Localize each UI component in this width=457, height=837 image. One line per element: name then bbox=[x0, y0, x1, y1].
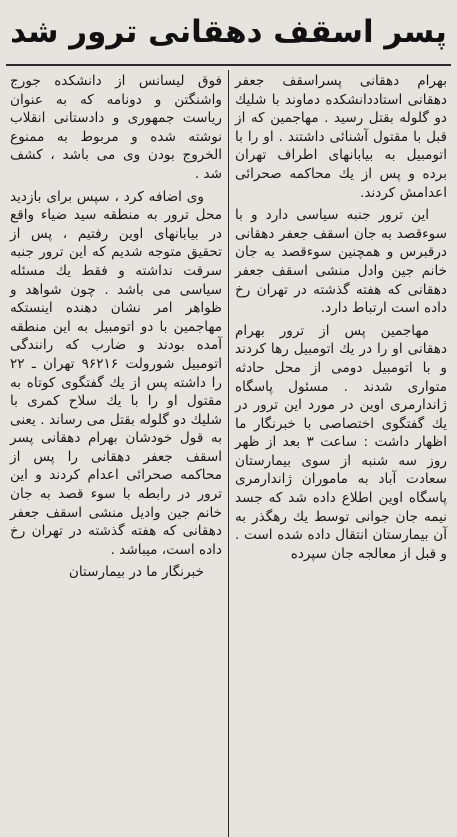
headline: پسر اسقف دهقانی ترور شد bbox=[6, 4, 451, 66]
paragraph: خبرنگار ما در بیمارستان bbox=[68, 564, 204, 581]
paragraph: بهرام دهقانی پسراسقف جعفر دهقانی استاددانشکده دماوند با شلیك دو گلوله بقتل رسید . مهاجمین که از قبل با مقتول آشنائی داشتند . او را با اتومبیل به بیابانهای اطراف تهران برده و پس از یك محاکمه صحرائی اعدامش کردند. bbox=[235, 73, 447, 201]
article-column-right bbox=[229, 66, 451, 837]
paragraph: فوق لیسانس از دانشکده جورج واشنگتن و دونامه که به عنوان ریاست جمهوری و دادستانی انقلاب نوشته شده و مربوط به ممنوع الخروج بودن وی می باشد ، کشف شد . bbox=[10, 73, 222, 182]
article-body bbox=[6, 66, 451, 837]
article-column-left bbox=[6, 66, 228, 837]
paragraph: این ترور جنبه سیاسی دارد و با سوءقصد به جان اسقف جعفر دهقانی درقبرس و همچنین سوءقصد به جان خانم جین وادل منشی اسقف جعفر دهقانی که هفته گذشته در تهران رخ داده است ارتباط دارد. bbox=[235, 207, 447, 317]
paragraph: وی اضافه کرد ، سپس برای بازدید محل ترور به منطقه سید ضیاء واقع در بیابانهای اوین رفتیم ، پس از تحقیق متوجه شدیم که این ترور جنبه سرقت نداشته و فقط یك مسئله سیاسی می باشد . چون شواهد و ظواهر امر نشان دهنده اینستکه مهاجمین با دو اتومبیل به این منطقه آمده بودند و ضارب که رانندگی اتومبیل شورولت ۹۶۲۱۶ تهران ـ ۲۲ را داشته پس از یك گفتگوی کوتاه به مقتول او را با یك سلاح کمری با شلیك دو گلوله بقتل می رساند . یعنی به قول خودشان بهرام دهقانی پسر اسقف جعفر دهقانی را پس از محاکمه صحرائی اعدام کردند و این ترور در رابطه با سوء قصد به جان خانم جین وادیل منشی اسقف جعفر دهقانی که هفته گذشته در تهران رخ داده است، میباشد . bbox=[10, 188, 222, 558]
paragraph: مهاجمین پس از ترور بهرام دهقانی او را در یك اتومبیل رها کردند و با اتومبیل دومی از محل حادثه متواری شدند . مسئول پاسگاه ژاندارمری اوین در مورد این ترور در یك گفتگوی اختصاصی با خبرنگار ما اظهار داشت : ساعت ۳ بعد از ظهر روز سه شنبه از سوی بیمارستان سعادت آباد به ماموران ژاندارمری پاسگاه اوین اطلاع داده شد که جسد نیمه جان جوانی توسط یك رهگذر به آن بیمارستان انتقال داده شده است . و قبل از معالجه جان سپرده bbox=[235, 322, 447, 562]
